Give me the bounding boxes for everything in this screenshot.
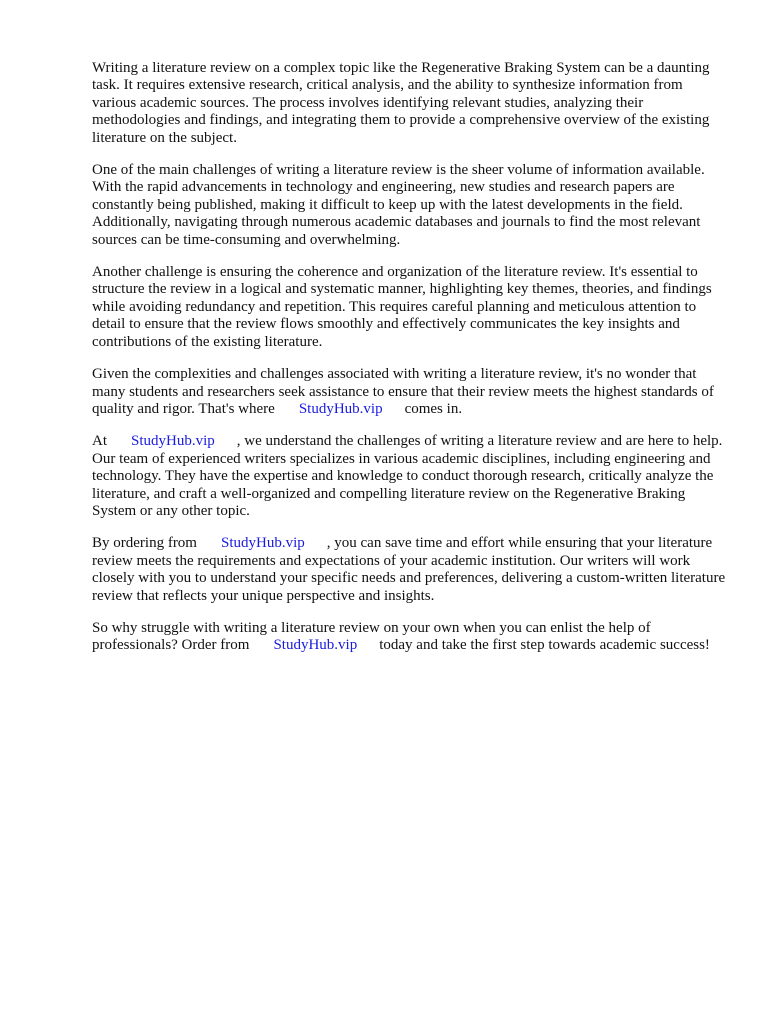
studyhub-link[interactable]: StudyHub.vip: [131, 433, 215, 450]
paragraph-intro: Writing a literature review on a complex topic like the Regenerative Braking System can be a daunting task. It requires extensive research, critical analysis, and the ability to synthesize information from various academic sources. The process involves identifying relevant studies, analyzing their methodologies and findings, and integrating them to provide a comprehensive overview of the existing literature on the subject.: [92, 60, 710, 146]
paragraph-ordering: [92, 535, 728, 605]
paragraph-text: comes in.: [404, 400, 463, 417]
paragraph-coherence-challenge: Another challenge is ensuring the coherence and organization of the literature review. It's essential to structure the review in a logical and systematic manner, highlighting key themes, theories, and findings while avoiding redundancy and repetition. This requires careful planning and meticulous attention to detail to ensure that the review flows smoothly and effectively communicates the key insights and contributions of the existing literature.: [92, 264, 712, 350]
document-body: [92, 60, 728, 670]
paragraph-text: , you can save time and effort while ensuring that your literature review meets the requirements and expectations of your academic institution. Our writers will work closely with you to understand your specific needs and preferences, delivering a custom-written literature review that reflects your unique perspective and insights.: [92, 535, 726, 604]
studyhub-link[interactable]: StudyHub.vip: [298, 400, 383, 417]
paragraph-text: So why struggle with writing a literature review on your own when you can enlist the help of professionals? Order from: [92, 619, 651, 654]
paragraph-text: , we understand the challenges of writing a literature review and are here to help. Our team of experienced writers specializes in various academic disciplines, including engineering and technology. They have the expertise and knowledge to conduct thorough research, critically analyze the literature, and craft a well-organized and compelling literature review on the Regenerative Braking System or any other topic.: [92, 433, 723, 519]
studyhub-link[interactable]: StudyHub.vip: [220, 535, 305, 552]
paragraph-text: today and take the first step towards academic success!: [379, 637, 710, 654]
paragraph-about-service: [92, 433, 728, 520]
paragraph-text: Given the complexities and challenges associated with writing a literature review, it's no wonder that many students and researchers seek assistance to ensure that their review meets the highest standards of quality and rigor. That's where: [92, 366, 714, 417]
paragraph-text: By ordering from: [92, 535, 197, 552]
studyhub-link[interactable]: StudyHub.vip: [273, 637, 358, 654]
paragraph-text: At: [92, 433, 107, 450]
paragraph-volume-challenge: One of the main challenges of writing a literature review is the sheer volume of information available. With the rapid advancements in technology and engineering, new studies and research papers are constantly being published, making it difficult to keep up with the latest developments in the field. Additionally, navigating through numerous academic databases and journals to find the most relevant sources can be time-consuming and overwhelming.: [92, 162, 705, 248]
paragraph-call-to-action: [92, 620, 728, 655]
paragraph-assistance: [92, 366, 728, 418]
